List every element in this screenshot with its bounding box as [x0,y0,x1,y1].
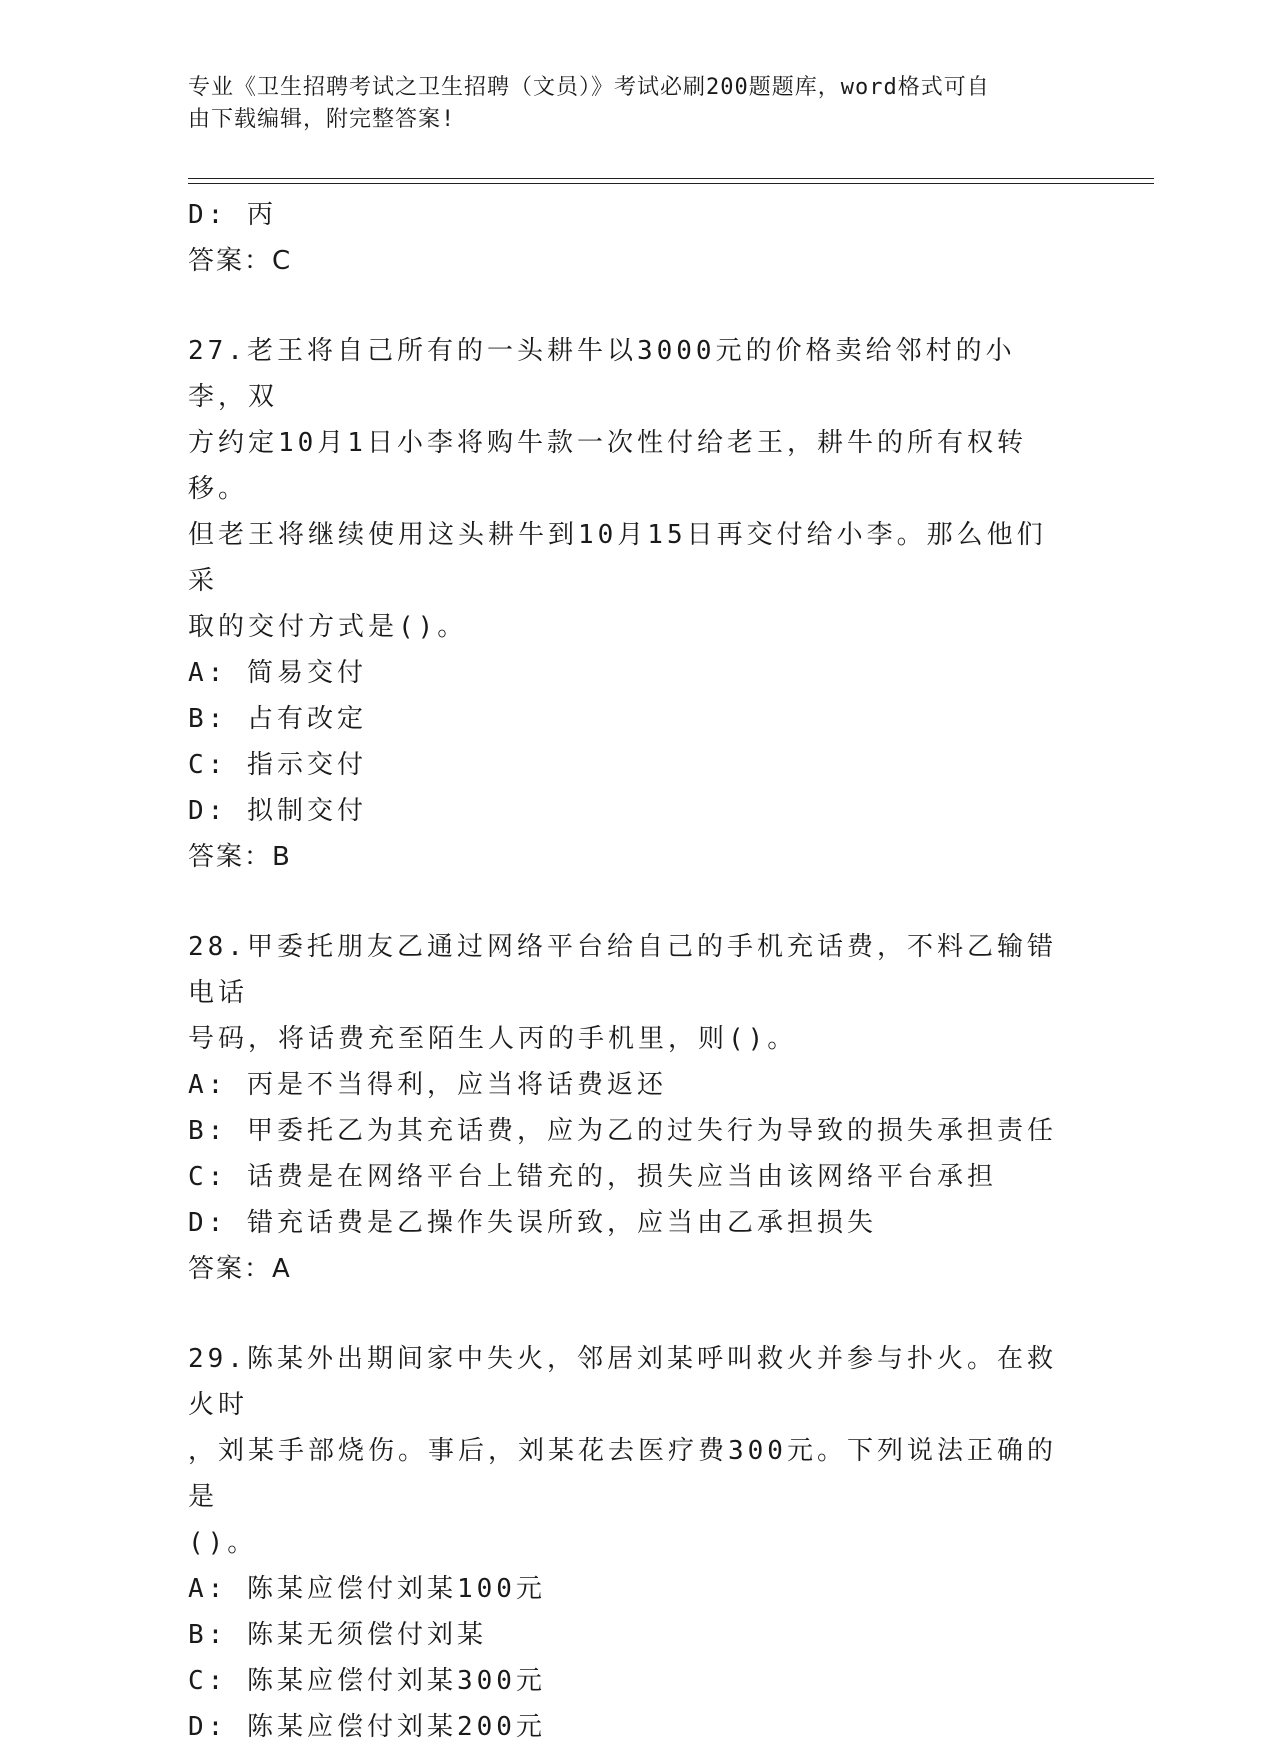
document-header [188,72,1068,136]
option-c: C: 指示交付 [188,750,367,780]
option-a: A: 简易交付 [188,658,367,688]
option-b: B: 甲委托乙为其充话费，应为乙的过失行为导致的损失承担责任 [188,1116,1057,1146]
document-body [188,192,1068,1750]
question-29 [188,1336,1068,1750]
option-d: D: 丙 [188,200,277,230]
option-d: D: 错充话费是乙操作失误所致，应当由乙承担损失 [188,1208,877,1238]
header-line-2: 由下载编辑，附完整答案! [188,107,456,132]
option-b: B: 占有改定 [188,704,367,734]
question-text-line: 27.老王将自己所有的一头耕牛以3000元的价格卖给邻村的小李，双 [188,336,1016,412]
option-c: C: 话费是在网络平台上错充的，损失应当由该网络平台承担 [188,1162,997,1192]
answer-line: 答案：A [188,1254,292,1284]
header-line-1: 专业《卫生招聘考试之卫生招聘（文员）》考试必刷200题题库，word格式可自 [188,75,990,100]
option-a: A: 陈某应偿付刘某100元 [188,1574,546,1604]
header-divider-bottom [188,183,1154,184]
option-a: A: 丙是不当得利，应当将话费返还 [188,1070,667,1100]
question-text-line: 29.陈某外出期间家中失火，邻居刘某呼叫救火并参与扑火。在救火时 [188,1344,1057,1420]
question-text-line: 28.甲委托朋友乙通过网络平台给自己的手机充话费，不料乙输错电话 [188,932,1057,1008]
option-b: B: 陈某无须偿付刘某 [188,1620,487,1650]
option-d: D: 拟制交付 [188,796,367,826]
option-c: C: 陈某应偿付刘某300元 [188,1666,546,1696]
answer-line: 答案：B [188,842,292,872]
question-text-line: 号码，将话费充至陌生人丙的手机里，则()。 [188,1024,798,1054]
question-text-line: ，刘某手部烧伤。事后，刘某花去医疗费300元。下列说法正确的是 [188,1436,1057,1512]
question-text-line: ()。 [188,1528,258,1558]
previous-question-tail [188,192,1068,284]
question-27 [188,328,1068,880]
question-text-line: 方约定10月1日小李将购牛款一次性付给老王，耕牛的所有权转移。 [188,428,1027,504]
question-28 [188,924,1068,1292]
header-divider-top [188,178,1154,179]
question-text-line: 但老王将继续使用这头耕牛到10月15日再交付给小李。那么他们采 [188,520,1047,596]
question-text-line: 取的交付方式是()。 [188,612,468,642]
answer-line: 答案：C [188,246,293,276]
option-d: D: 陈某应偿付刘某200元 [188,1712,546,1742]
